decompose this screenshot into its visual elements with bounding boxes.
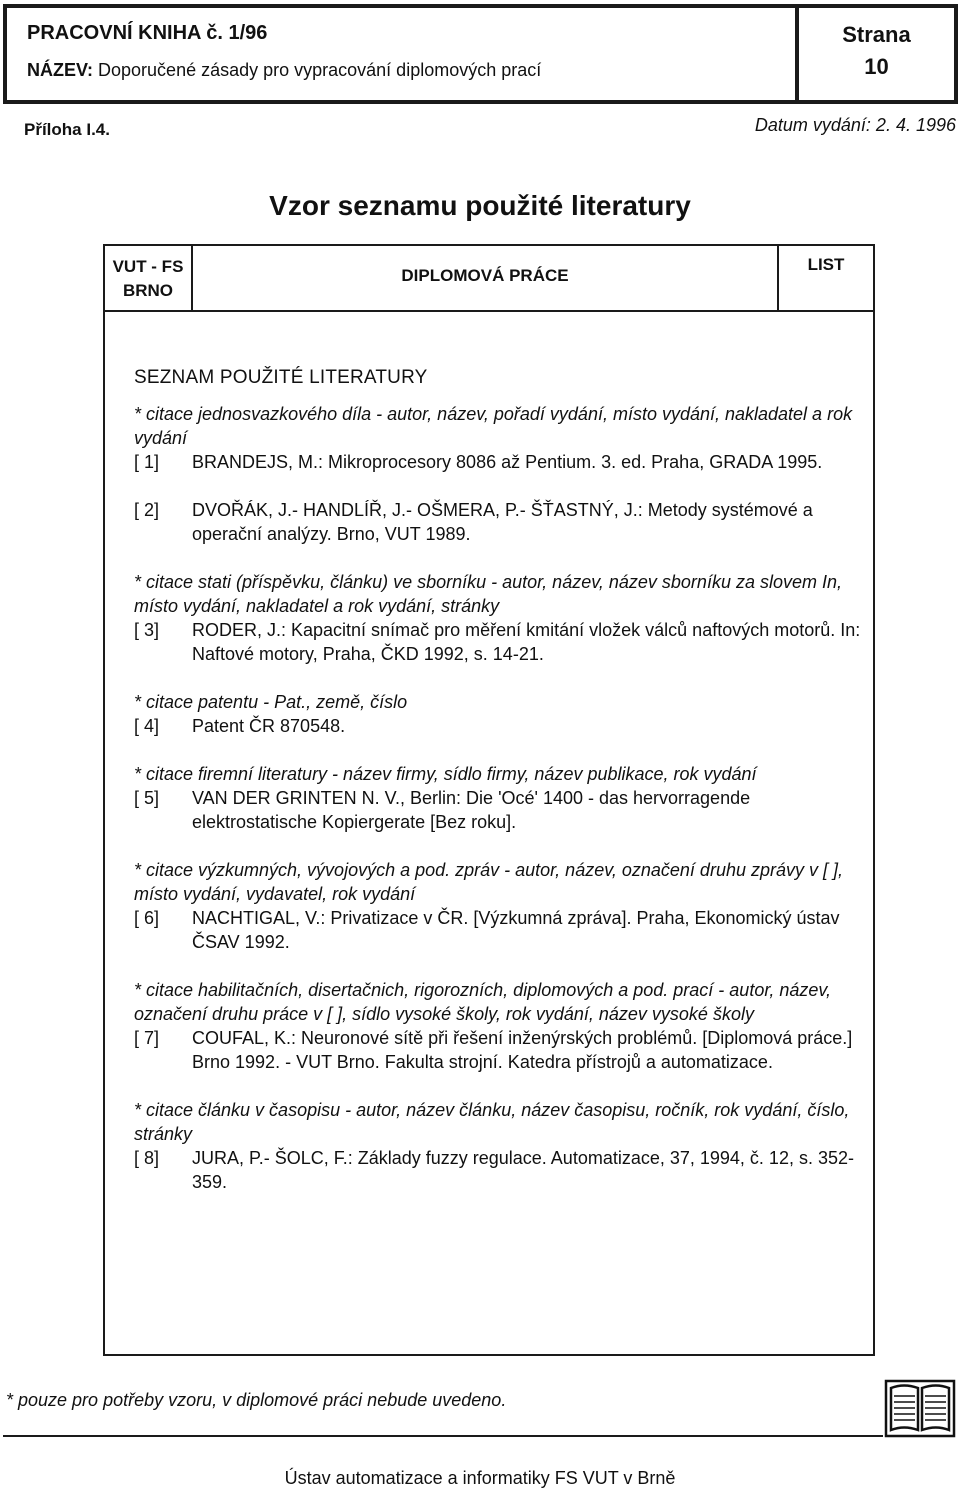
reference-number: [ 3] <box>134 620 160 640</box>
footnote: * pouze pro potřeby vzoru, v diplomové práci nebude uvedeno. <box>6 1390 507 1410</box>
citation-group <box>134 978 874 1074</box>
reference-text: DVOŘÁK, J.- HANDLÍŘ, J.- OŠMERA, P.- ŠŤASTNÝ, J.: Metody systémové a operační analýzy. Brno, VUT 1989. <box>192 500 813 544</box>
reference-entry <box>134 498 874 546</box>
reference-entry <box>134 714 874 738</box>
citation-group <box>134 402 874 546</box>
reference-text: BRANDEJS, M.: Mikroprocesory 8086 až Pentium. 3. ed. Praha, GRADA 1995. <box>192 452 823 472</box>
reference-text: RODER, J.: Kapacitní snímač pro měření kmitání vložek válců naftových motorů. In: Naftové motory, Praha, ČKD 1992, s. 14-21. <box>192 620 861 664</box>
citation-note: * citace stati (příspěvku, článku) ve sborníku - autor, název, název sborníku za slovem In, místo vydání, nakladatel a rok vydání, stránky <box>134 572 842 616</box>
school-line1: VUT - FS <box>112 257 184 276</box>
name-label: NÁZEV: <box>27 60 94 80</box>
citation-note: * citace jednosvazkového díla - autor, název, pořadí vydání, místo vydání, nakladatel a rok vydání <box>134 404 853 448</box>
citation-note: * citace firemní literatury - název firmy, sídlo firmy, název publikace, rok vydání <box>134 764 757 784</box>
reference-number: [ 4] <box>134 716 160 736</box>
reference-text: Patent ČR 870548. <box>192 716 346 736</box>
reference-entry <box>134 618 874 666</box>
reference-number: [ 5] <box>134 788 160 808</box>
reference-number: [ 7] <box>134 1028 160 1048</box>
page-number: 10 <box>864 54 889 79</box>
reference-number: [ 8] <box>134 1148 160 1168</box>
reference-number: [ 2] <box>134 500 160 520</box>
reference-number: [ 6] <box>134 908 160 928</box>
bottom-rule <box>3 1435 883 1437</box>
school-line2: BRNO <box>122 281 174 300</box>
reference-entry <box>134 1026 874 1074</box>
citation-group <box>134 1098 874 1194</box>
page-title: Vzor seznamu použité literatury <box>269 190 691 221</box>
header-left <box>7 8 799 100</box>
institute-footer: Ústav automatizace a informatiky FS VUT v Brně <box>284 1468 676 1488</box>
name-value: Doporučené zásady pro vypracování diplomových prací <box>93 60 542 80</box>
reference-text: NACHTIGAL, V.: Privatizace v ČR. [Výzkumná zpráva]. Praha, Ekonomický ústav ČSAV 1992. <box>192 908 840 952</box>
bibliography <box>134 366 874 1194</box>
citation-group <box>134 858 874 954</box>
reference-text: VAN DER GRINTEN N. V., Berlin: Die 'Océ' 1400 - das hervorragende elektrostatische Kopiergerate [Bez roku]. <box>192 788 751 832</box>
reference-entry <box>134 786 874 834</box>
appendix-label: Příloha I.4. <box>24 120 110 139</box>
issue-date: Datum vydání: 2. 4. 1996 <box>754 115 956 135</box>
citation-note: * citace patentu - Pat., země, číslo <box>134 692 408 712</box>
citation-note: * citace výzkumných, vývojových a pod. zpráv - autor, název, označení druhu zprávy v [ ], místo vydání, vydavatel, rok vydání <box>134 860 843 904</box>
section-title: SEZNAM POUŽITÉ LITERATURY <box>134 367 428 388</box>
citation-note: * citace habilitačních, disertačnich, rigorozních, diplomových a pod. prací - autor, název, označení druhu práce v [ ], sídlo vysoké školy, rok vydání, název vysoké školy <box>134 980 832 1024</box>
header-box <box>3 4 958 104</box>
document-name <box>27 60 541 81</box>
citation-note: * citace článku v časopisu - autor, název článku, název časopisu, ročník, rok vydání, číslo, stránky <box>134 1100 850 1144</box>
page-box <box>799 8 954 100</box>
open-book-icon <box>884 1378 956 1440</box>
reference-number: [ 1] <box>134 452 160 472</box>
reference-text: COUFAL, K.: Neuronové sítě při řešení inženýrských problémů. [Diplomová práce.] Brno 1992. - VUT Brno. Fakulta strojní. Katedra přístrojů a automatizace. <box>192 1028 853 1072</box>
workbook-id: PRACOVNÍ KNIHA č. 1/96 <box>27 22 268 44</box>
doc-type-cell: DIPLOMOVÁ PRÁCE <box>193 246 779 310</box>
reference-entry <box>134 450 874 474</box>
citation-group <box>134 762 874 834</box>
citation-group <box>134 570 874 666</box>
reference-text: JURA, P.- ŠOLC, F.: Základy fuzzy regulace. Automatizace, 37, 1994, č. 12, s. 352-359. <box>192 1148 854 1192</box>
school-cell <box>105 246 193 310</box>
sheet-cell: LIST <box>807 255 845 274</box>
page-label: Strana <box>842 22 911 47</box>
citation-group <box>134 690 874 738</box>
title-block <box>105 246 873 312</box>
reference-entry <box>134 906 874 954</box>
reference-entry <box>134 1146 874 1194</box>
